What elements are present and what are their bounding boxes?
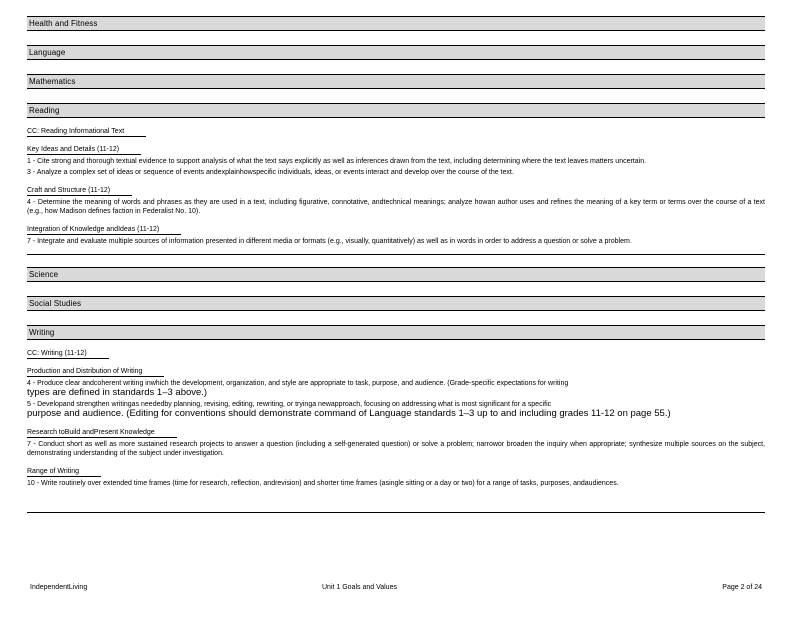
subject-heading-language: Language xyxy=(27,45,765,60)
subject-heading-reading: Reading xyxy=(27,103,765,118)
reading-section xyxy=(27,120,765,255)
writing-standard-5-continuation: purpose and audience. (Editing for conventions should demonstrate command of Language standards 1–3 up to and including grades 11-12 on page 55.) xyxy=(27,408,671,419)
writing-standard-4-text: 4 - Produce clear andcoherent writing inwhich the development, organization, and style are appropriate to task, purpose, and audience. (Grade-specific expectations for writing xyxy=(27,380,569,387)
reading-standard-3: 3 - Analyze a complex set of ideas or sequence of events andexplainhowspecific individuals, ideas, or events interact and develop over the course of the text. xyxy=(27,169,514,176)
subject-heading-science: Science xyxy=(27,267,765,282)
writing-standard-7: 7 - Conduct short as well as more sustained research projects to answer a question (including a self-generated question) or solve a problem; narrowor broaden the inquiry when appropriate; synthesize multiple sources on the subject, demonstrating understanding of the subject under investigation. xyxy=(27,441,765,457)
reading-standard-7: 7 - Integrate and evaluate multiple sources of information presented in different media or formats (e.g., visually, quantitatively) as well as in words in order to address a question or solve a problem. xyxy=(27,238,632,245)
reading-standard-1: 1 - Cite strong and thorough textual evidence to support analysis of what the text says explicitly as well as inferences drawn from the text, including determining where the text leaves matters uncertain. xyxy=(27,158,647,165)
standards-document xyxy=(27,16,765,513)
subject-heading-writing: Writing xyxy=(27,325,765,340)
writing-section xyxy=(27,342,765,513)
footer-unit-title: Unit 1 Goals and Values xyxy=(322,584,397,591)
writing-standard-4-continuation: types are defined in standards 1–3 above.) xyxy=(27,387,208,398)
subject-heading-social-studies: Social Studies xyxy=(27,296,765,311)
writing-standard-10: 10 - Write routinely over extended time frames (time for research, reflection, andrevision) and shorter time frames (asingle sitting or a day or two) for a range of tasks, purposes, andaudiences. xyxy=(27,480,619,487)
writing-standard-4 xyxy=(27,379,765,398)
research-knowledge-header: Research toBuild andPresent Knowledge xyxy=(27,428,177,438)
key-ideas-header: Key Ideas and Details (11-12) xyxy=(27,145,141,155)
subject-heading-health: Health and Fitness xyxy=(27,16,765,31)
range-of-writing-header: Range of Writing xyxy=(27,467,101,477)
craft-structure-header: Craft and Structure (11-12) xyxy=(27,186,132,196)
integration-knowledge-header: Integration of Knowledge andIdeas (11-12) xyxy=(27,225,181,235)
production-distribution-header: Production and Distribution of Writing xyxy=(27,367,164,377)
footer-page-number: Page 2 of 24 xyxy=(722,584,762,591)
writing-standard-5 xyxy=(27,400,765,419)
footer-course-name: IndependentLiving xyxy=(30,584,88,591)
subject-heading-mathematics: Mathematics xyxy=(27,74,765,89)
writing-standard-5-text: 5 - Developand strengthen writingas neededby planning, revising, editing, rewriting, or tryinga newapproach, focusing on addressing what is most significant for a specific xyxy=(27,401,552,408)
page-footer xyxy=(30,583,762,593)
reading-cc-header: CC: Reading Informational Text xyxy=(27,127,146,137)
reading-standard-4: 4 - Determine the meaning of words and phrases as they are used in a text, including figurative, connotative, andtechnical meanings; analyze howan author uses and refines the meaning of a key term or terms over the course of a text (e.g., how Madison defines faction in Federalist No. 10). xyxy=(27,199,765,215)
writing-cc-header: CC: Writing (11-12) xyxy=(27,349,109,359)
